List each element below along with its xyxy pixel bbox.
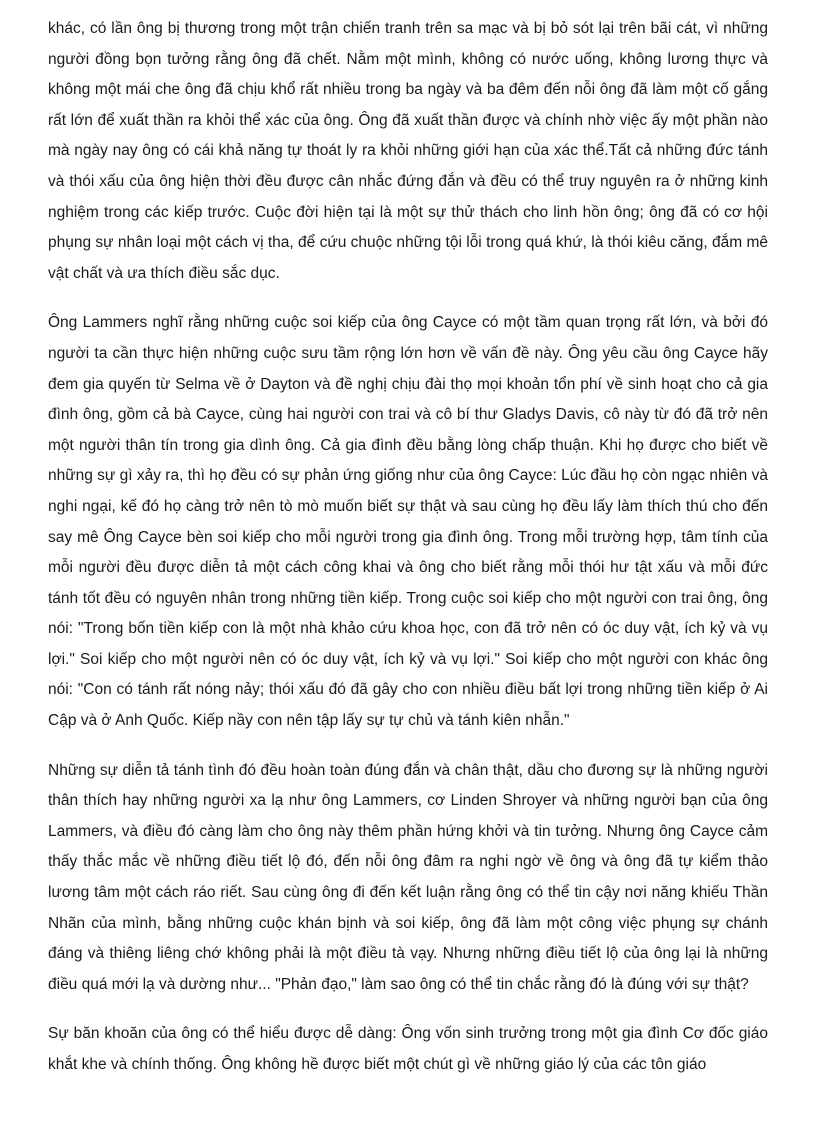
paragraph-1: khác, có lần ông bị thương trong một trận chiến tranh trên sa mạc và bị bỏ sót lại trên bãi cát, vì những người đồng bọn tưởng rằng ông đã chết. Nằm một mình, không có nước uống, không lương thực và không một mái che ông đã chịu khổ rất nhiều trong ba ngày và ba đêm đến nỗi ông đã làm một cố gắng rất lớn để xuất thần ra khỏi thể xác của ông. Ông đã xuất thần được và chính nhờ việc ấy một phần nào mà ngày nay ông có cái khả năng tự thoát ly ra khỏi những giới hạn của xác thể.Tất cả những đức tánh và thói xấu của ông hiện thời đều được cân nhắc đứng đắn và đều có thể truy nguyên ra ở những kinh nghiệm trong các kiếp trước. Cuộc đời hiện tại là một sự thử thách cho linh hồn ông; ông đã có cơ hội phụng sự nhân loại một cách vị tha, để cứu chuộc những tội lỗi trong quá khứ, là thói kiêu căng, đắm mê vật chất và ưa thích điều sắc dục.	[48, 20, 768, 282]
paragraph-3: Những sự diễn tả tánh tình đó đều hoàn toàn đúng đắn và chân thật, dầu cho đương sự là những người thân thích hay những người xa lạ như ông Lammers, cơ Linden Shroyer và những người bạn của ông Lammers, và điều đó càng làm cho ông này thêm phần hứng khởi và tin tưởng. Nhưng ông Cayce cảm thấy thắc mắc về những điều tiết lộ đó, đến nỗi ông đâm ra nghi ngờ về ông và ông đã tự kiểm thảo lương tâm một cách ráo riết. Sau cùng ông đi đến kết luận rằng ông có thể tin cậy nơi năng khiếu Thần Nhãn của mình, bằng những cuộc khán bịnh và soi kiếp, ông đã làm một công việc phụng sự chánh đáng và thiêng liêng chớ không phải là một điều tà vạy. Nhưng những điều tiết lộ của ông lại là những điều quá mới lạ và dường như... "Phản đạo," làm sao ông có thể tin chắc rằng đó là đúng với sự thật?	[48, 761, 768, 993]
document-page	[48, 14, 768, 1100]
paragraph-2: Ông Lammers nghĩ rằng những cuộc soi kiếp của ông Cayce có một tầm quan trọng rất lớn, và bởi đó người ta cần thực hiện những cuộc sưu tầm rộng lớn hơn về vấn đề này. Ông yêu cầu ông Cayce hãy đem gia quyến từ Selma về ở Dayton và đề nghị chịu đài thọ mọi khoản tổn phí về sinh hoạt cho cả gia đình ông, gồm cả bà Cayce, cùng hai người con trai và cô bí thư Gladys Davis, cô này từ đó đã trở nên một người thân tín trong gia dình ông. Cả gia đình đều bằng lòng chấp thuận. Khi họ được cho biết về những sự gì xảy ra, thì họ đều có sự phản ứng giống như của ông Cayce: Lúc đầu họ còn ngạc nhiên và nghi ngại, kế đó họ càng trở nên tò mò muốn biết sự thật và sau cùng họ đều lấy làm thích thú cho đến say mê Ông Cayce bèn soi kiếp cho mỗi người trong gia đình ông. Trong mỗi trường hợp, tâm tính của mỗi người đều được diễn tả một cách công khai và ông cho biết rằng mỗi thói hư tật xấu và mỗi đức tánh tốt đều có nguyên nhân trong những tiền kiếp. Trong cuộc soi kiếp cho một người con trai ông, ông nói: "Trong bốn tiền kiếp con là một nhà khảo cứu khoa học, con đã trở nên có óc duy vật, ích kỷ và vụ lợi." Soi kiếp cho một người nên có óc duy vật, ích kỷ và vụ lợi." Soi kiếp cho một người con khác ông nói: "Con có tánh rất nóng nảy; thói xấu đó đã gây cho con nhiều điều bất lợi trong những tiền kiếp ở Ai Cập và ở Anh Quốc. Kiếp nầy con nên tập lấy sự tự chủ và tánh kiên nhẫn."	[48, 314, 768, 730]
paragraph-4: Sự băn khoăn của ông có thể hiểu được dễ dàng: Ông vốn sinh trưởng trong một gia đình Cơ đốc giáo khắt khe và chính thống. Ông không hề được biết một chút gì về những giáo lý của các tôn giáo	[48, 1025, 768, 1073]
